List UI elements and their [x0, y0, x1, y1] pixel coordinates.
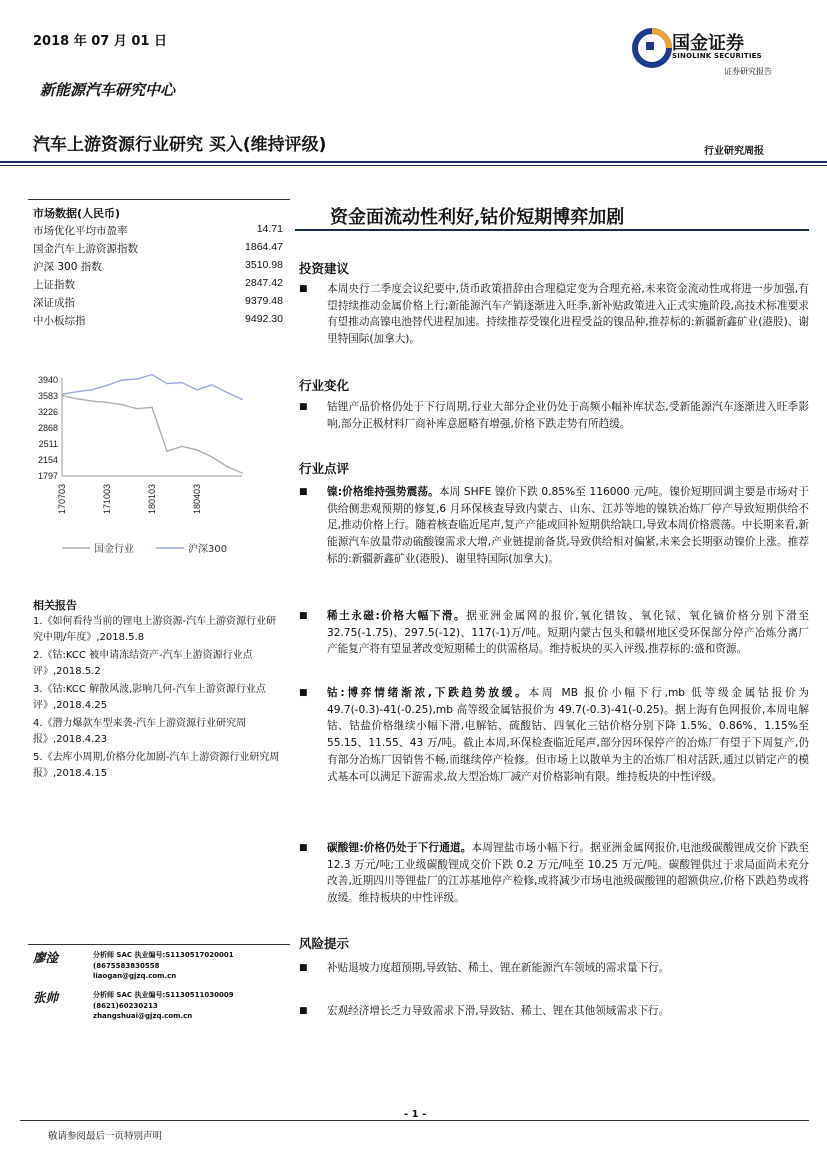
- data-point: [166, 383, 168, 385]
- footer-disclaimer: 敬请参阅最后一页特别声明: [48, 1131, 163, 1142]
- lithium-paragraph: ■ 碳酸锂:价格仍处于下行通道。本周锂盐市场小幅下行。据亚洲金属网报价,电池级碳酸锂成交价下跌至 12.3 万元/吨;工业级碳酸锂成交价下跌 0.2 万元/吨至 10.25 万元/吨。碳酸锂供过于求局面尚未充分改善,近期四川等锂盐厂的江苏基地停产检修,或将减少市场电池级碳酸锂的超额供应,价格下跌趋势或将放缓。维持板块的中性评级。: [299, 842, 809, 905]
- related-reports-title: 相关报告: [33, 599, 77, 612]
- data-point: [121, 379, 123, 381]
- data-point: [226, 392, 228, 394]
- data-point: [91, 389, 93, 391]
- analyst-info: 分析师 SAC 执业编号:S1130511030009 (8621)60230213 zhangshuai@gjzq.com.cn: [93, 991, 234, 1020]
- section-heading-change: 行业变化: [299, 378, 350, 393]
- data-point: [76, 391, 78, 393]
- data-point: [61, 394, 63, 396]
- market-row: 沪深 300 指数 3510.98: [33, 259, 283, 273]
- related-report-item[interactable]: 4.《潜力爆款车型来袭-汽车上游资源行业研究周报》,2018.4.23: [33, 718, 247, 745]
- cobalt-heading: 钴:博弈情绪渐浓,下跌趋势放缓。: [327, 687, 529, 699]
- x-tick-label: 170703: [57, 483, 67, 514]
- risk-paragraph-2: ■ 宏观经济增长乏力导致需求下滑,导致钴、稀土、锂在其他领域需求下行。: [299, 1003, 809, 1020]
- data-point: [181, 445, 183, 447]
- legend-label: 沪深300: [188, 544, 228, 555]
- x-tick-label: 180103: [147, 483, 157, 514]
- data-point: [226, 466, 228, 468]
- report-type: 行业研究周报: [704, 146, 764, 157]
- page-number: - 1 -: [400, 1109, 430, 1120]
- bullet-icon: ■: [299, 611, 308, 621]
- data-point: [91, 400, 93, 402]
- section-heading-review: 行业点评: [299, 461, 350, 476]
- market-row: 上证指数 2847.42: [33, 277, 283, 291]
- section-heading-invest: 投资建议: [299, 261, 350, 276]
- data-point: [151, 374, 153, 376]
- data-point: [181, 382, 183, 384]
- nickel-heading: 镍:价格维持强势震荡。: [327, 486, 439, 498]
- data-point: [196, 389, 198, 391]
- related-report-item[interactable]: 1.《如何看待当前的锂电上游资源-汽车上游资源行业研究中期/年度》,2018.5.8: [33, 616, 277, 643]
- cobalt-paragraph: ■ 钴:博弈情绪渐浓,下跌趋势放缓。本周 MB 报价小幅下行,mb 低等级金属钴报价为 49.7(-0.3)-41(-0.25),mb 高等级金属钴报价为 49.7(-0.3)-41(-0.25)。据上海有色网报价,本周电解钴、钴盐价格继续小幅下滑,电解钴、硫酸钴、四氧化三钴价格分别下降 1.5%、0.86%、1.15%至55.15、11.55、43 万/吨。截止本周,环保检查临近尾声,部分因环保停产的冶炼厂有望于下周复产,仍有部分冶炼厂因销售不畅,而继续停产检修。但市场上以散单为主的冶炼厂相对活跃,通过以销定产的模式基本可以满足下游需求,故大型冶炼厂减产对价格影响有限。维持板块的中性评级。: [299, 687, 809, 783]
- market-row: 国金汽车上游资源指数 1864.47: [33, 241, 283, 255]
- nickel-paragraph: ■ 镍:价格维持强势震荡。本周 SHFE 镍价下跌 0.85%至 116000 元/吨。镍价短期回调主要是市场对于供给侧悲观预期的修复,6 月环保核查导致内蒙古、山东、江苏等地的镍铁冶炼厂停产导致短期供给不足,推动价格上行。随着核查临近尾声,复产产能或回补短期供给缺口,导致本周价格震荡。中长期来看,新能源汽车放量带动硫酸镍需求大增,产业链提前备货,导致供给相对偏紧,未来会长期驱动镍价上涨。推荐标的:新疆新鑫矿业(港股)、谢里特国际(加拿大)。: [299, 486, 809, 565]
- bullet-icon: ■: [299, 487, 308, 497]
- market-row: 深证成指 9379.48: [33, 295, 283, 309]
- main-title: 资金面流动性利好,钴价短期博弈加剧: [330, 207, 625, 228]
- bullet-icon: ■: [299, 963, 308, 973]
- logo-text-cn: 国金证券: [672, 33, 744, 54]
- data-point: [136, 408, 138, 410]
- change-paragraph: ■ 钴锂产品价格仍处于下行周期,行业大部分企业仍处于高频小幅补库状态,受新能源汽车逐渐进入旺季影响,部分正极材料厂商补库意愿略有增强,价格下跌走势有所趋缓。: [299, 401, 809, 430]
- data-point: [211, 456, 213, 458]
- section-heading-risk: 风险提示: [299, 936, 350, 951]
- sidebar-divider: [28, 944, 290, 945]
- performance-chart: [28, 372, 290, 582]
- y-tick-label: 2868: [37, 423, 58, 434]
- bullet-icon: ■: [299, 284, 308, 294]
- data-point: [136, 378, 138, 380]
- title-divider: [295, 229, 809, 231]
- data-point: [121, 404, 123, 406]
- rare-earth-paragraph: ■ 稀土永磁:价格大幅下滑。据亚洲金属网的报价,氧化镨钕、氧化铽、氧化镝价格分别下滑至 32.75(-1.75)、297.5(-12)、117(-1)万/吨。短期内蒙古包头和赣州地区受环保部分停产冶炼分离厂产能复产将有望显著改变短期稀土的供需格局。维持板块的买入评级,推荐标的:盛和资源。: [299, 610, 809, 656]
- x-tick-label: 180403: [192, 483, 202, 514]
- bullet-icon: ■: [299, 1006, 308, 1016]
- y-tick-label: 2154: [37, 455, 58, 466]
- x-tick-label: 171003: [102, 483, 112, 514]
- analyst-info: 分析师 SAC 执业编号:S1130517020001 (8675583830558 liaogan@gjzq.com.cn: [93, 951, 234, 980]
- invest-paragraph: ■ 本周央行二季度会议纪要中,货币政策措辞由合理稳定变为合理充裕,未来资金流动性或将进一步加强,有望持续推动金属价格上行;新能源汽车产销逐渐进入旺季,新补贴政策进入正式实施阶段,高技术标准要求有望推动高镍电池替代进程加速。持续推荐受镍化进程受益的镍品种,推荐标的:新疆新鑫矿业(港股)、谢里特国际(加拿大)。: [299, 283, 809, 346]
- y-tick-label: 2511: [38, 439, 58, 450]
- data-point: [211, 384, 213, 386]
- research-center: 新能源汽车研究中心: [40, 81, 176, 99]
- data-point: [151, 407, 153, 409]
- rare-earth-heading: 稀土永磁:价格大幅下滑。: [327, 610, 467, 622]
- lithium-heading: 碳酸锂:价格仍处于下行通道。: [327, 842, 472, 854]
- sidebar-divider: [28, 199, 290, 200]
- footer-divider: [20, 1120, 809, 1121]
- market-data-title: 市场数据(人民币): [33, 207, 121, 220]
- report-title: 汽车上游资源行业研究 买入(维持评级): [33, 135, 327, 155]
- logo-text-en: SINOLINK SECURITIES: [672, 52, 762, 60]
- header-divider-thin: [0, 165, 827, 166]
- market-row: 中小板综指 9492.30: [33, 313, 283, 327]
- bullet-icon: ■: [299, 843, 308, 853]
- header-divider: [0, 161, 827, 163]
- risk-paragraph-1: ■ 补贴退坡力度超预期,导致钴、稀土、锂在新能源汽车领域的需求量下行。: [299, 960, 809, 977]
- data-point: [196, 449, 198, 451]
- analyst-name: 廖淦: [33, 950, 59, 965]
- logo-subtitle: 证券研究报告: [724, 67, 772, 76]
- data-point: [106, 402, 108, 404]
- report-date: 2018 年 07 月 01 日: [33, 34, 167, 49]
- y-tick-label: 3940: [37, 375, 58, 385]
- data-point: [166, 450, 168, 452]
- legend-label: 国金行业: [94, 544, 134, 555]
- market-row: 市场优化平均市盈率 14.71: [33, 223, 283, 237]
- series-line: [62, 375, 242, 400]
- bullet-icon: ■: [299, 688, 308, 698]
- y-tick-label: 3226: [37, 406, 58, 417]
- y-tick-label: 1797: [37, 471, 58, 481]
- data-point: [76, 398, 78, 400]
- analyst-name: 张帅: [33, 990, 59, 1005]
- data-point: [106, 385, 108, 387]
- related-report-item[interactable]: 3.《钴:KCC 解散风波,影响几何-汽车上游资源行业点评》,2018.4.25: [33, 684, 266, 711]
- related-report-item[interactable]: 5.《去库小周期,价格分化加剧-汽车上游资源行业研究周报》,2018.4.15: [33, 752, 280, 779]
- y-tick-label: 3583: [37, 390, 58, 401]
- data-point: [241, 472, 243, 474]
- data-point: [241, 398, 243, 400]
- related-report-item[interactable]: 2.《钴:KCC 被申请冻结资产-汽车上游资源行业点评》,2018.5.2: [33, 650, 253, 677]
- bullet-icon: ■: [299, 402, 308, 412]
- logo-mark-icon: [632, 28, 672, 68]
